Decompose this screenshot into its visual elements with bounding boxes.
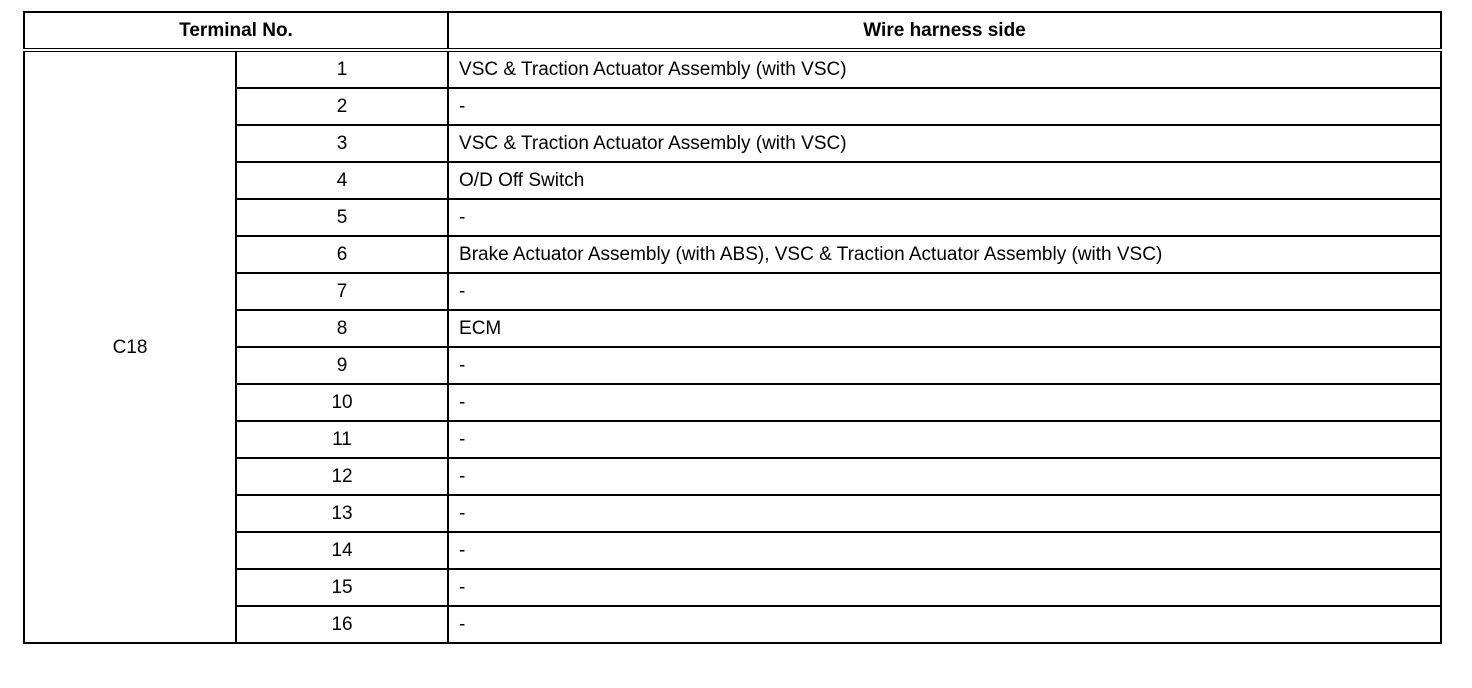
terminal-number-cell: 9	[236, 347, 448, 384]
terminal-number-cell: 2	[236, 88, 448, 125]
table-row	[24, 236, 1441, 273]
wire-harness-side-cell: O/D Off Switch	[448, 162, 1441, 199]
connector-cell: C18	[24, 50, 236, 643]
wire-harness-side-cell: -	[448, 569, 1441, 606]
wire-harness-side-cell: -	[448, 88, 1441, 125]
terminal-number-cell: 15	[236, 569, 448, 606]
terminal-number-cell: 8	[236, 310, 448, 347]
table-body	[24, 50, 1441, 643]
terminal-number-cell: 1	[236, 50, 448, 88]
wire-harness-side-cell: -	[448, 347, 1441, 384]
table-row	[24, 162, 1441, 199]
wire-harness-side-cell: VSC & Traction Actuator Assembly (with VSC)	[448, 50, 1441, 88]
wire-harness-side-header: Wire harness side	[448, 12, 1441, 50]
terminal-number-cell: 13	[236, 495, 448, 532]
terminal-number-cell: 6	[236, 236, 448, 273]
table-row	[24, 421, 1441, 458]
wire-harness-side-cell: -	[448, 199, 1441, 236]
table-row	[24, 532, 1441, 569]
wire-harness-side-cell: -	[448, 458, 1441, 495]
table-row	[24, 125, 1441, 162]
table-row	[24, 458, 1441, 495]
terminal-number-cell: 5	[236, 199, 448, 236]
terminal-table	[23, 11, 1442, 644]
table-row	[24, 347, 1441, 384]
wire-harness-side-cell: -	[448, 606, 1441, 643]
table-row	[24, 88, 1441, 125]
table-row	[24, 273, 1441, 310]
wire-harness-side-cell: Brake Actuator Assembly (with ABS), VSC & Traction Actuator Assembly (with VSC)	[448, 236, 1441, 273]
terminal-number-cell: 10	[236, 384, 448, 421]
wire-harness-side-cell: -	[448, 421, 1441, 458]
table-header-row	[24, 12, 1441, 50]
terminal-number-cell: 4	[236, 162, 448, 199]
terminal-number-cell: 12	[236, 458, 448, 495]
terminal-number-cell: 11	[236, 421, 448, 458]
wire-harness-side-cell: -	[448, 495, 1441, 532]
terminal-number-cell: 14	[236, 532, 448, 569]
wire-harness-side-cell: -	[448, 532, 1441, 569]
table-row	[24, 199, 1441, 236]
table-row	[24, 569, 1441, 606]
table-row	[24, 495, 1441, 532]
terminal-number-cell: 16	[236, 606, 448, 643]
terminal-number-cell: 3	[236, 125, 448, 162]
wire-harness-side-cell: ECM	[448, 310, 1441, 347]
terminal-no-header: Terminal No.	[24, 12, 448, 50]
table-row	[24, 384, 1441, 421]
wire-harness-side-cell: -	[448, 273, 1441, 310]
terminal-number-cell: 7	[236, 273, 448, 310]
wire-harness-side-cell: -	[448, 384, 1441, 421]
table-row	[24, 50, 1441, 88]
table-row	[24, 606, 1441, 643]
table-row	[24, 310, 1441, 347]
wire-harness-side-cell: VSC & Traction Actuator Assembly (with VSC)	[448, 125, 1441, 162]
